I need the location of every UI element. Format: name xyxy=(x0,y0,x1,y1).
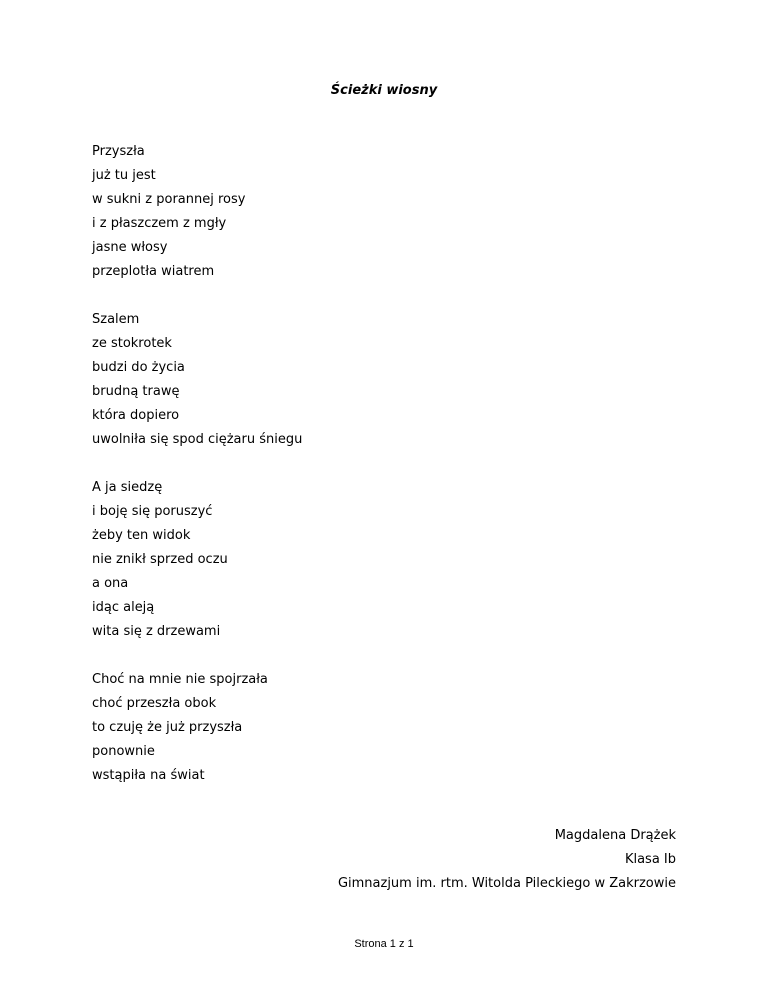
poem-line: nie znikł sprzed oczu xyxy=(92,552,228,567)
school-name: Gimnazjum im. rtm. Witolda Pileckiego w Zakrzowie xyxy=(337,876,676,891)
poem-line: idąc aleją xyxy=(92,600,155,615)
poem-line: to czuję że już przyszła xyxy=(92,720,243,735)
poem-line: w sukni z porannej rosy xyxy=(92,192,246,207)
poem-line: a ona xyxy=(92,576,129,591)
poem-line: i z płaszczem z mgły xyxy=(92,216,227,231)
stanza-1 xyxy=(92,140,652,284)
poem-line: jasne włosy xyxy=(92,240,168,255)
poem-body xyxy=(92,140,652,812)
poem-line: przeplotła wiatrem xyxy=(92,264,215,279)
signature-block xyxy=(338,824,676,896)
stanza-4 xyxy=(92,668,652,788)
poem-line: ze stokrotek xyxy=(92,336,172,351)
author-class: Klasa Ib xyxy=(624,852,676,867)
poem-line: wita się z drzewami xyxy=(92,624,221,639)
poem-line: Szalem xyxy=(92,312,140,327)
poem-line: A ja siedzę xyxy=(92,480,163,495)
poem-line: uwolniła się spod ciężaru śniegu xyxy=(92,432,303,447)
stanza-3 xyxy=(92,476,652,644)
poem-line: i boję się poruszyć xyxy=(92,504,213,519)
poem-line: brudną trawę xyxy=(92,384,180,399)
poem-title: Ścieżki wiosny xyxy=(330,83,438,98)
poem-line: wstąpiła na świat xyxy=(92,768,205,783)
poem-line: Choć na mnie nie spojrzała xyxy=(92,672,268,687)
poem-line: choć przeszła obok xyxy=(92,696,217,711)
poem-line: która dopiero xyxy=(92,408,180,423)
author-name: Magdalena Drążek xyxy=(554,828,676,843)
poem-line: Przyszła xyxy=(92,144,145,159)
poem-line: ponownie xyxy=(92,744,155,759)
page-number-footer: Strona 1 z 1 xyxy=(354,938,414,950)
poem-line: żeby ten widok xyxy=(92,528,191,543)
stanza-2 xyxy=(92,308,652,452)
poem-line: budzi do życia xyxy=(92,360,185,375)
poem-line: już tu jest xyxy=(92,168,156,183)
